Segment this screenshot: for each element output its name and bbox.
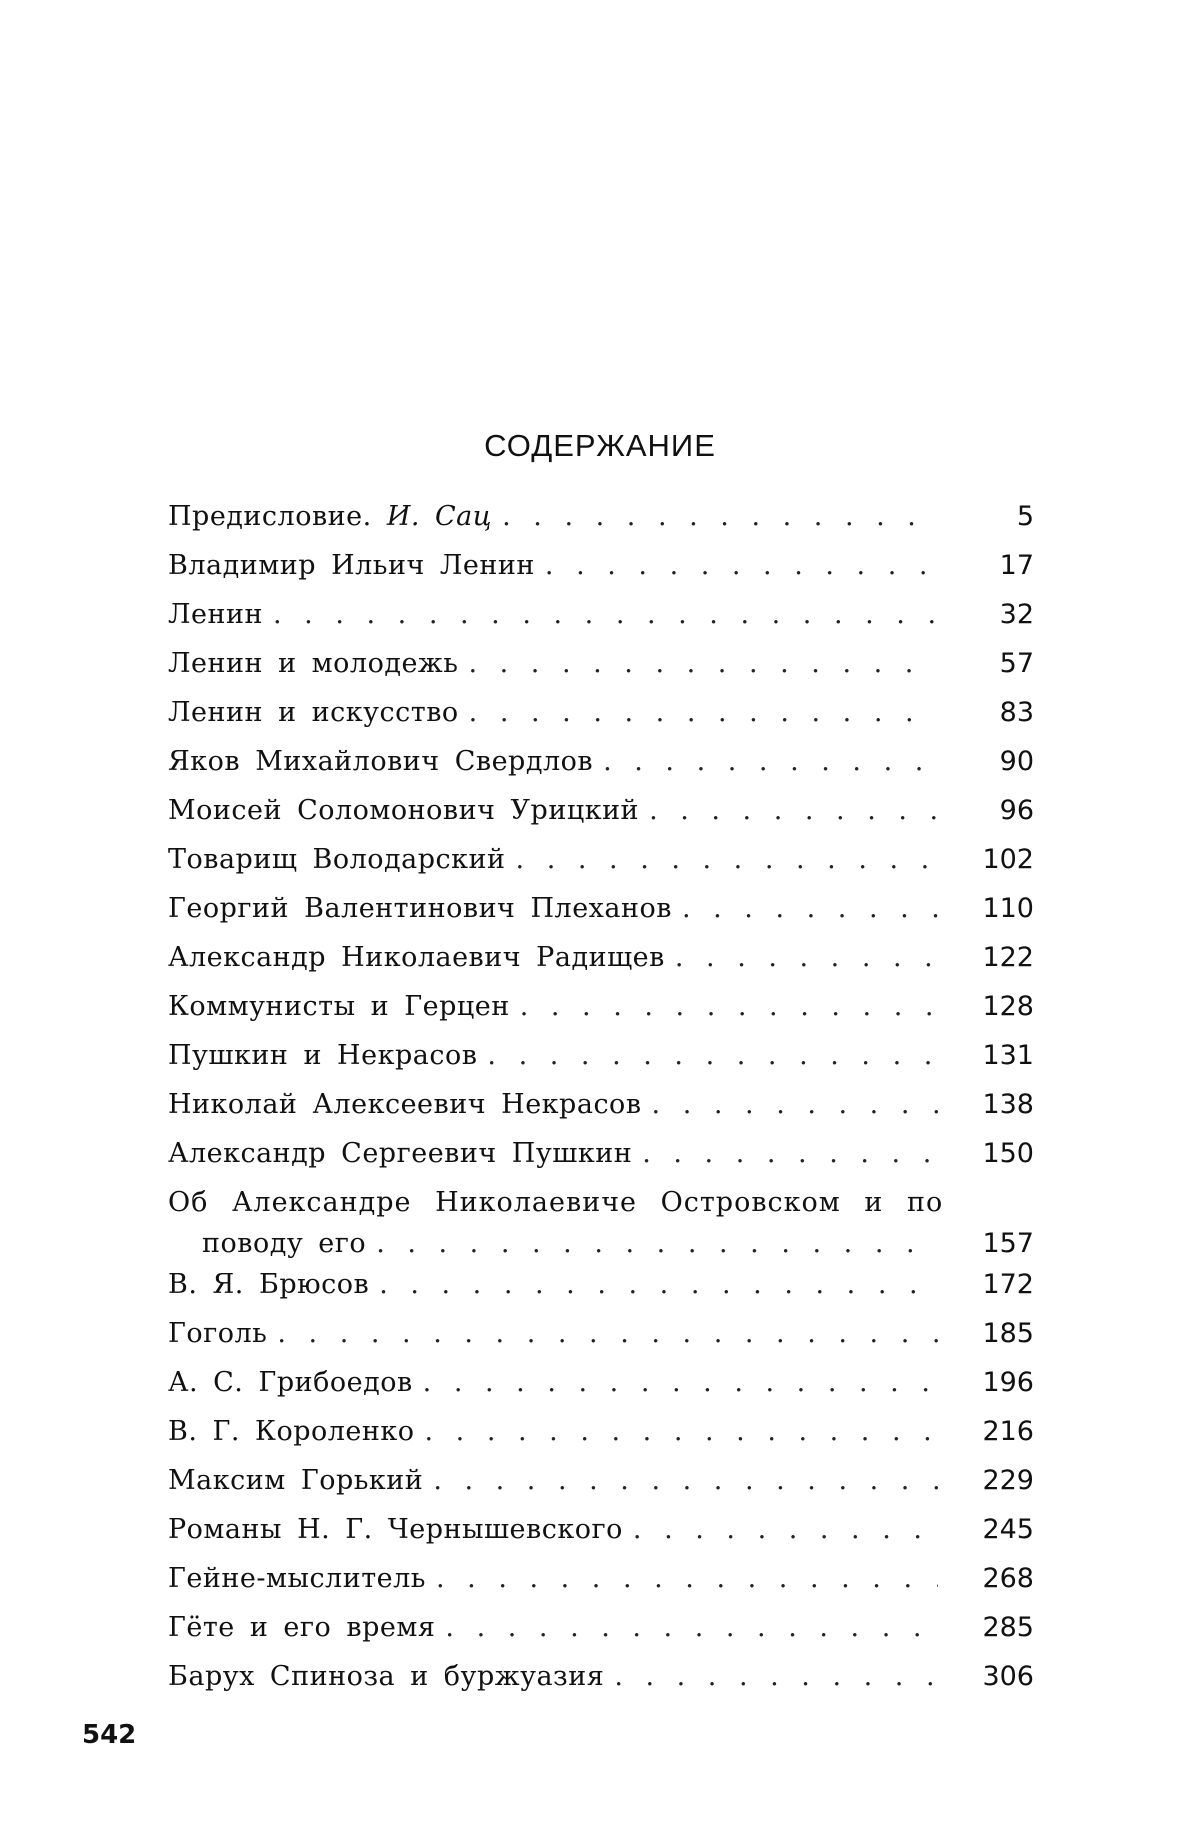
dot-leader <box>445 1603 938 1652</box>
toc-entry-title: Максим Горький <box>168 1456 423 1505</box>
toc-entry-page: 122 <box>954 933 1034 982</box>
dot-leader <box>642 1129 938 1178</box>
toc-entry-title: Об Александре Николаевиче Островском и по <box>168 1178 943 1227</box>
toc-entry-title: Ленин и молодежь <box>168 639 458 688</box>
toc-entry-title: Товарищ Володарский <box>168 835 506 884</box>
toc-entry <box>168 492 1034 541</box>
dot-leader <box>425 1407 939 1456</box>
toc-entry <box>168 835 1034 884</box>
toc-entry-page: 196 <box>954 1358 1034 1407</box>
toc-entry <box>168 1358 1034 1407</box>
dot-leader <box>502 492 938 541</box>
toc-entry-title: Владимир Ильич Ленин <box>168 541 535 590</box>
toc-entry <box>168 737 1034 786</box>
dot-leader <box>520 982 938 1031</box>
toc-entry-page: 32 <box>954 590 1034 639</box>
toc-entry-title: Ленин <box>168 590 263 639</box>
toc-entry-title: Яков Михайлович Свердлов <box>168 737 593 786</box>
toc-entry <box>168 786 1034 835</box>
toc-entry-title: Гоголь <box>168 1309 267 1358</box>
toc-entry-title: Ленин и искусство <box>168 688 459 737</box>
toc-entry <box>168 1554 1034 1603</box>
page-title: СОДЕРЖАНИЕ <box>0 428 1200 464</box>
toc-entry-page: 57 <box>954 639 1034 688</box>
toc-entry-title: Георгий Валентинович Плеханов <box>168 884 672 933</box>
toc-entry <box>168 1129 1034 1178</box>
dot-leader <box>649 786 938 835</box>
dot-leader <box>277 1309 938 1358</box>
dot-leader <box>603 737 938 786</box>
toc-entry-page: 138 <box>954 1080 1034 1129</box>
toc-entry-title: В. Г. Короленко <box>168 1407 415 1456</box>
dot-leader <box>545 541 938 590</box>
toc-entry-title: Романы Н. Г. Чернышевского <box>168 1505 623 1554</box>
toc-entry <box>168 590 1034 639</box>
dot-leader <box>614 1652 938 1701</box>
toc-entry-page: 102 <box>954 835 1034 884</box>
toc-entry-title: Александр Сергеевич Пушкин <box>168 1129 632 1178</box>
toc-entry-title: А. С. Грибоедов <box>168 1358 413 1407</box>
toc-entry <box>168 1178 1034 1260</box>
toc-entry <box>168 1652 1034 1701</box>
toc-entry <box>168 1603 1034 1652</box>
page-number: 542 <box>82 1720 136 1750</box>
toc-entry <box>168 639 1034 688</box>
toc-entry <box>168 1260 1034 1309</box>
toc-entry-page: 128 <box>954 982 1034 1031</box>
dot-leader <box>379 1260 938 1309</box>
toc-entry-page: 268 <box>954 1554 1034 1603</box>
toc-entry <box>168 1309 1034 1358</box>
table-of-contents <box>168 492 1034 1701</box>
toc-entry-page: 83 <box>954 688 1034 737</box>
toc-entry <box>168 1456 1034 1505</box>
toc-entry-page: 90 <box>954 737 1034 786</box>
dot-leader <box>682 884 938 933</box>
dot-leader <box>423 1358 938 1407</box>
dot-leader <box>469 688 938 737</box>
toc-entry <box>168 1505 1034 1554</box>
toc-entry-title: Моисей Соломонович Урицкий <box>168 786 639 835</box>
toc-entry <box>168 933 1034 982</box>
toc-entry-page: 131 <box>954 1031 1034 1080</box>
toc-entry-title: Гейне-мыслитель <box>168 1554 426 1603</box>
dot-leader <box>652 1080 938 1129</box>
toc-entry-page: 229 <box>954 1456 1034 1505</box>
dot-leader <box>376 1227 938 1260</box>
toc-entry-author: И. Сац <box>387 501 492 532</box>
toc-entry <box>168 541 1034 590</box>
toc-entry-page: 306 <box>954 1652 1034 1701</box>
toc-entry-page: 285 <box>954 1603 1034 1652</box>
toc-entry <box>168 688 1034 737</box>
toc-entry-title-continuation: поводу его <box>202 1227 366 1260</box>
toc-entry <box>168 1031 1034 1080</box>
toc-entry-page: 96 <box>954 786 1034 835</box>
toc-entry-title: Пушкин и Некрасов <box>168 1031 477 1080</box>
toc-entry-title: Предисловие. И. Сац <box>168 492 492 541</box>
toc-entry <box>168 884 1034 933</box>
toc-entry-title: Коммунисты и Герцен <box>168 982 510 1031</box>
dot-leader <box>468 639 938 688</box>
toc-entry-page: 110 <box>954 884 1034 933</box>
dot-leader <box>436 1554 938 1603</box>
toc-entry-page: 150 <box>954 1129 1034 1178</box>
toc-entry-page: 172 <box>954 1260 1034 1309</box>
toc-entry <box>168 1080 1034 1129</box>
toc-entry-title: В. Я. Брюсов <box>168 1260 369 1309</box>
toc-entry-page: 157 <box>954 1227 1034 1260</box>
dot-leader <box>675 933 938 982</box>
dot-leader <box>433 1456 938 1505</box>
toc-entry-title: Барух Спиноза и буржуазия <box>168 1652 604 1701</box>
dot-leader <box>487 1031 938 1080</box>
dot-leader <box>633 1505 938 1554</box>
toc-entry <box>168 1407 1034 1456</box>
toc-entry-title: Гёте и его время <box>168 1603 435 1652</box>
toc-entry-title: Николай Алексеевич Некрасов <box>168 1080 642 1129</box>
toc-entry-page: 17 <box>954 541 1034 590</box>
toc-entry-page: 185 <box>954 1309 1034 1358</box>
toc-entry <box>168 982 1034 1031</box>
dot-leader <box>273 590 938 639</box>
toc-entry-title: Александр Николаевич Радищев <box>168 933 665 982</box>
toc-entry-page: 245 <box>954 1505 1034 1554</box>
toc-entry-page: 216 <box>954 1407 1034 1456</box>
dot-leader <box>516 835 938 884</box>
toc-entry-page: 5 <box>954 492 1034 541</box>
